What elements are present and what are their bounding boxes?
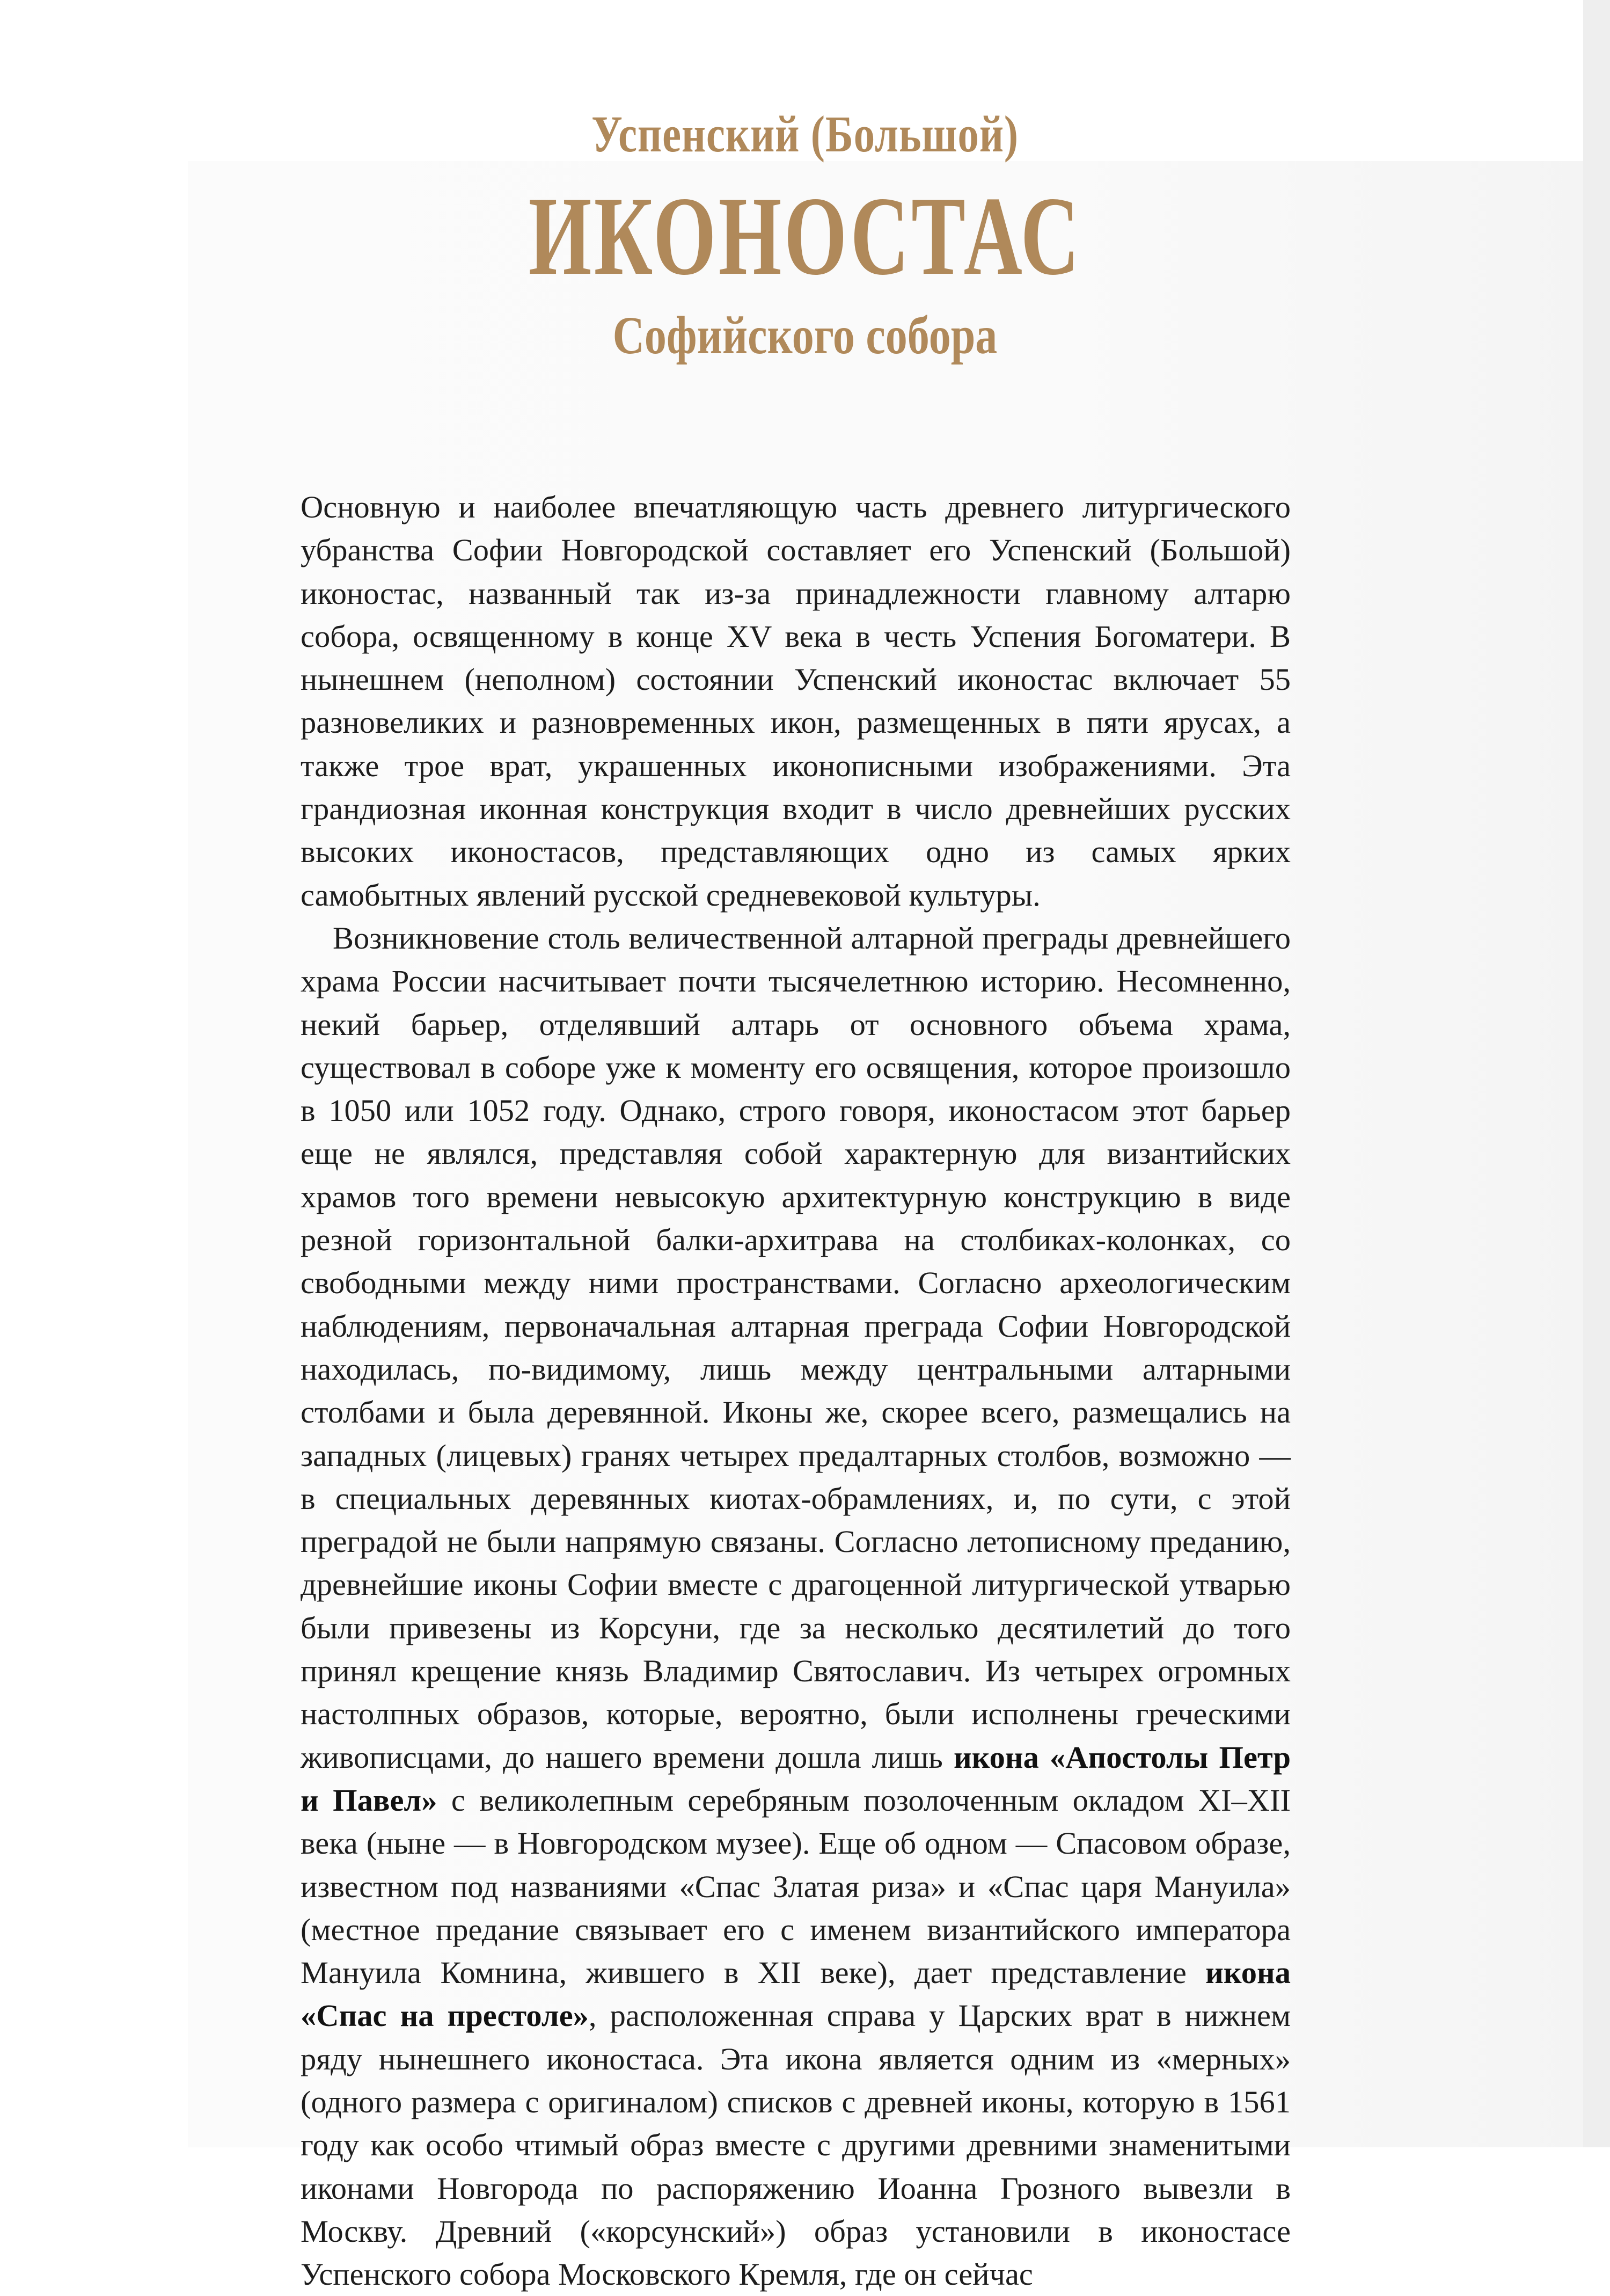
title-line-3: Софийского собора bbox=[612, 305, 998, 365]
bold-term-peter-paul: икона «Апостолы Петр и Павел» bbox=[301, 1739, 1291, 1818]
article-body bbox=[301, 486, 1291, 2296]
title-main: ИКОНОСТАС bbox=[528, 174, 1082, 298]
paragraph-2 bbox=[301, 917, 1291, 2296]
title-block bbox=[0, 105, 1610, 368]
paragraph-2-part-b: с великолепным серебряным позолоченным окладом XI–XII века (ныне — в Новгородском музее). Еще об одном — Спасовом образе, известном под названиями «Спас Златая риза» и «Спас царя Мануила» (местное предание связывает его с именем византийского императора Мануила Комнина, жившего в XII веке), дает представление bbox=[301, 1782, 1291, 1991]
bold-term-spas: икона «Спас на престоле» bbox=[301, 1955, 1291, 2033]
title-line-1: Успенский (Большой) bbox=[591, 105, 1019, 163]
paragraph-2-part-a: Возникновение столь величественной алтарной преграды древнейшего храма России насчитывает почти тысячелетнюю историю. Несомненно, некий барьер, отделявший алтарь от основного объема храма, существовал в соборе уже к моменту его освящения, которое произошло в 1050 или 1052 году. Однако, строго говоря, иконостасом этот барьер еще не являлся, представляя собой характерную для византийских храмов того времени невысокую архитектурную конструкцию в виде резной горизонтальной балки-архитрава на столбиках-колонках, со свободными между ними пространствами. Согласно археологическим наблюдениям, первоначальная алтарная преграда Софии Новгородской находилась, по-видимому, лишь между центральными алтарными столбами и была деревянной. Иконы же, скорее всего, размещались на западных (лицевых) гранях четырех предалтарных столбов, возможно — в специальных деревянных киотах-обрамлениях, и, по сути, с этой преградой не были напрямую связаны. Согласно летописному преданию, древнейшие иконы Софии вместе с драгоценной литургической утварью были привезены из Корсуни, где за несколько десятилетий до того принял крещение князь Владимир Святославич. Из четырех огромных настолпных образов, которые, вероятно, были исполнены греческими живописцами, до нашего времени дошла лишь bbox=[301, 920, 1291, 1775]
paragraph-1: Основную и наиболее впечатляющую часть древнего литургического убранства Софии Новгородской составляет его Успенский (Большой) иконостас, названный так из-за принадлежности главному алтарю собора, освященному в конце XV века в честь Успения Богоматери. В нынешнем (неполном) состоянии Успенский иконостас включает 55 разновеликих и разновременных икон, размещенных в пяти ярусах, а также трое врат, украшенных иконописными изображениями. Эта грандиозная иконная конструкция входит в число древнейших русских высоких иконостасов, представляющих одно из самых ярких самобытных явлений русской средневековой культуры. bbox=[301, 490, 1291, 913]
paragraph-2-part-c: , расположенная справа у Царских врат в нижнем ряду нынешнего иконостаса. Эта икона является одним из «мерных» (одного размера с оригиналом) списков с древней иконы, которую в 1561 году как особо чтимый образ вместе с другими древними знаменитыми иконами Новгорода по распоряжению Иоанна Грозного вывезли в Москву. Древний («корсунский») образ установили в иконостасе Успенского собора Московского Кремля, где он сейчас bbox=[301, 1998, 1291, 2292]
